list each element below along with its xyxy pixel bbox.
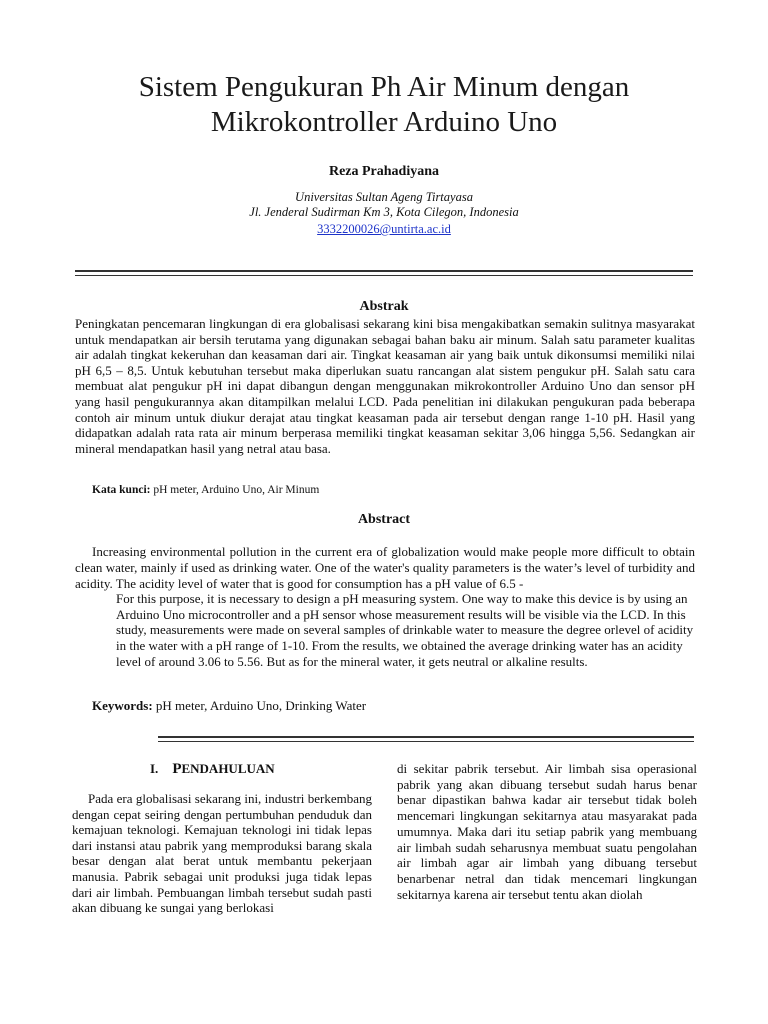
kata-kunci-values: pH meter, Arduino Uno, Air Minum [153,484,320,496]
header-rule-thick [75,270,693,272]
header-rule-thin [75,275,693,276]
author-name: Reza Prahadiyana [328,164,440,179]
paper-title [60,70,708,140]
section-cap-letter: P [172,761,182,777]
abstrak-heading: Abstrak [359,299,409,314]
title-line-2: Mikrokontroller Arduino Uno [210,106,558,138]
abstrak-text: Peningkatan pencemaran lingkungan di era globalisasi sekarang kini bisa mengakibatkan semakin sulitnya masyarakat untuk mendapatkan air bersih terutama yang digunakan sebagai bahan baku air minum. Salah satu parameter kualitas air adalah tingkat kekeruhan dan keasaman dari air. Tingkat keasaman air yang baik untuk dikonsumsi memiliki nilai pH 6,5 – 8,5. Untuk kebutuhan tersebut maka diperlukan suatu rancangan alat sistem pengukur pH. Salah satu cara membuat alat pengukur pH ini dapat dibangun dengan menggunakan mikrokontroller Arduino Uno dan sensor pH yang hasil pengukurannya akan ditampilkan melalui LCD. Pada penelitian ini dilakukan pengukuran pada beberapa contoh air minum untuk diukur derajat atau tingkat keasaman pada air tersebut dengan range 1-10 pH. Hasil yang didapatkan adalah rata rata air minum berperasa memiliki tingkat keasaman sekitar 3,06 hingga 5,56. Sedangkan air mineral mendapatkan hasil yang netral atau basa. [75,316,695,456]
section-rule-thin [158,741,694,742]
abstract-heading: Abstract [357,512,411,527]
body-column-right: di sekitar pabrik tersebut. Air limbah sisa operasional pabrik yang akan dibuang tersebut sudah harus benar benar dipastikan bahwa kadar air tersebut tidak boleh mencemari lingkungan sekitarnya atau masyarakat pada umumnya. Maka dari itu setiap pabrik yang membuang air limbah sudah seharusnya membuat suatu pengolahan air limbah agar air limbah yang dibuang tersebut benarbenar netral dan tidak mencemari lingkungan sekitarnya karena air tersebut tentu akan diolah [397,761,697,902]
section-title-rest: ENDAHULUAN [181,761,275,776]
title-line-1: Sistem Pengukuran Ph Air Minum dengan [138,71,630,103]
kata-kunci [92,484,319,496]
affiliation: Universitas Sultan Ageng Tirtayasa [295,190,473,204]
email-link[interactable]: 3332200026@untirta.ac.id [317,222,451,236]
keywords-label: Keywords: [92,698,153,713]
address: Jl. Jenderal Sudirman Km 3, Kota Cilegon, Indonesia [249,205,519,219]
section-rule-thick [158,736,694,738]
section-heading [150,761,275,778]
abstract-paragraph-1: Increasing environmental pollution in the current era of globalization would make people more difficult to obtain clean water, mainly if used as drinking water. One of the water's quality parameters is the water’s level of turbidity and acidity. The acidity level of water that is good for consumption has a pH value of 6.5 - [75,544,695,591]
section-number: I. [150,761,159,776]
keywords-values: pH meter, Arduino Uno, Drinking Water [155,698,367,713]
abstract-paragraph-2: For this purpose, it is necessary to design a pH measuring system. One way to make this device is by using an Arduino Uno microcontroller and a pH sensor whose measurement results will be visible via the LCD. In this study, measurements were made on several samples of drinkable water to measure the degree orlevel of acidity in the water with a pH range of 1-10. From the results, we obtained the average drinking water has an acidity level of around 3.06 to 5.56. But as for the mineral water, it gets neutral or alkaline results. [116,591,694,669]
keywords [92,698,366,714]
body-column-left: Pada era globalisasi sekarang ini, industri berkembang dengan cepat seiring dengan pertumbuhan penduduk dan kemajuan teknologi. Kemajuan teknologi ini tidak lepas dari instansi atau pabrik yang memproduksi barang skala besar dengan alat berat untuk membantu pekerjaan manusia. Pabrik sebagai unit produksi juga tidak lepas dari air limbah. Pembuangan limbah tersebut sudah pasti akan dibuang ke sungai yang berlokasi [72,791,372,916]
kata-kunci-label: Kata kunci: [92,484,151,496]
